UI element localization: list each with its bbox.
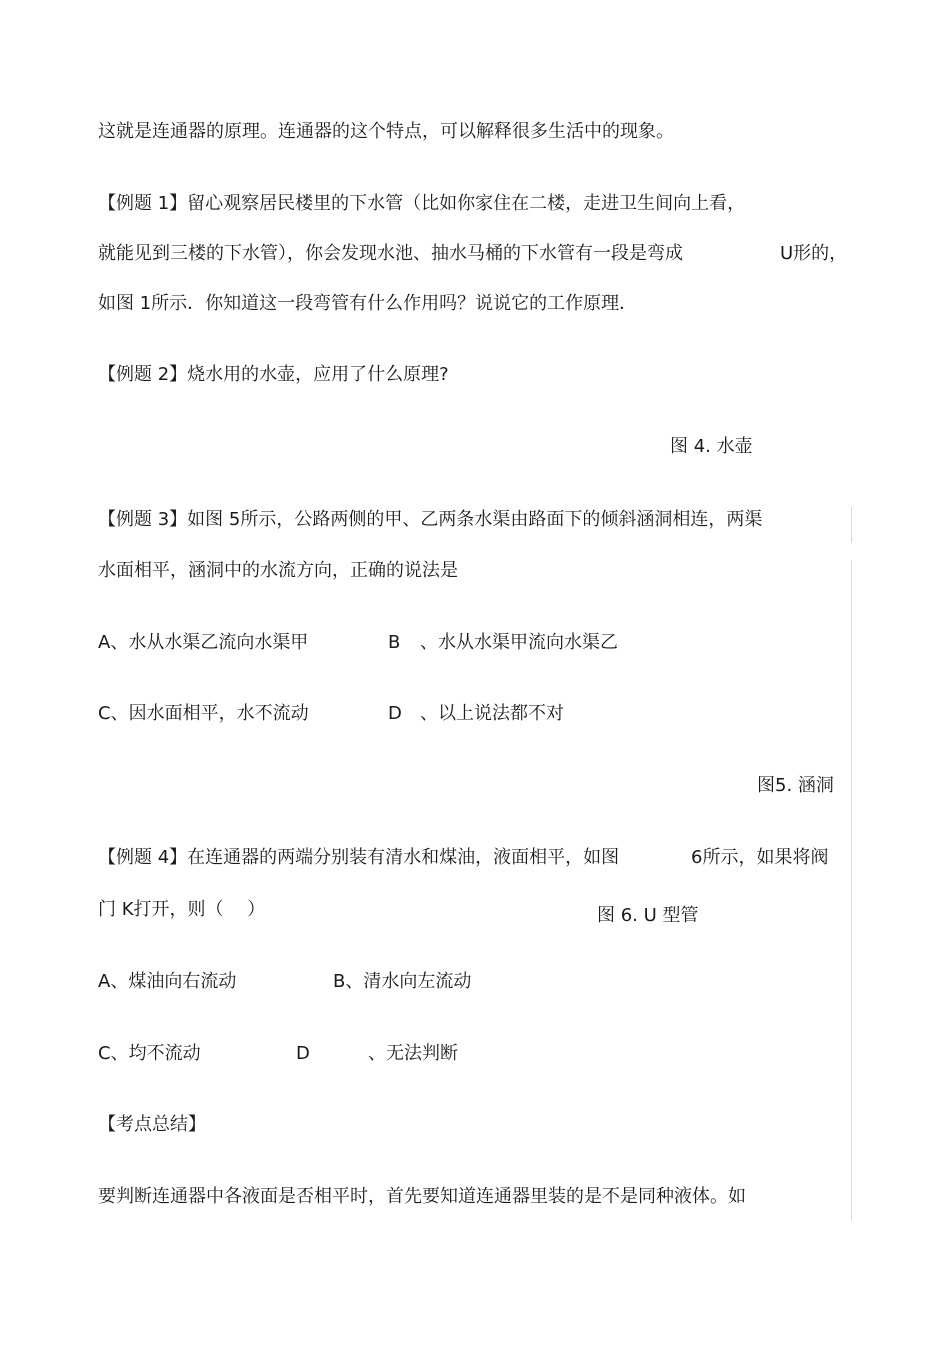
example3-option-b-letter: B xyxy=(388,632,401,653)
summary-heading: 【考点总结】 xyxy=(98,1114,206,1135)
page-edge-rule-bottom xyxy=(851,560,852,1220)
figure4-caption: 图 4. 水壶 xyxy=(670,436,753,457)
figure5-caption: 图5. 涵洞 xyxy=(757,775,834,796)
example3-option-c: C、因水面相平，水不流动 xyxy=(98,703,309,724)
example2-line1: 【例题 2】烧水用的水壶，应用了什么原理? xyxy=(98,364,449,385)
example3-option-d-letter: D xyxy=(388,703,402,724)
example4-option-c: C、均不流动 xyxy=(98,1043,201,1064)
example1-line1: 【例题 1】留心观察居民楼里的下水管（比如你家住在二楼，走进卫生间向上看， xyxy=(98,193,746,214)
summary-line1: 要判断连通器中各液面是否相平时，首先要知道连通器里装的是不是同种液体。如 xyxy=(98,1186,746,1207)
example1-line2b: U形的， xyxy=(780,243,848,264)
example4-line1a: 【例题 4】在连通器的两端分别装有清水和煤油，液面相平，如图 xyxy=(98,847,620,868)
page-edge-rule-top xyxy=(851,507,852,543)
example1-line3: 如图 1所示．你知道这一段弯管有什么作用吗？说说它的工作原理． xyxy=(98,293,638,314)
example3-option-d-text: 、以上说法都不对 xyxy=(420,703,564,724)
example4-option-b: B、清水向左流动 xyxy=(333,971,472,992)
example4-option-a: A、煤油向右流动 xyxy=(98,971,237,992)
example3-line2: 水面相平，涵洞中的水流方向，正确的说法是 xyxy=(98,560,458,581)
example4-option-d-letter: D xyxy=(296,1043,310,1064)
example3-line1: 【例题 3】如图 5所示，公路两侧的甲、乙两条水渠由路面下的倾斜涵洞相连，两渠 xyxy=(98,509,763,530)
example4-line2: 门 K打开，则（ ） xyxy=(98,899,266,920)
figure6-caption: 图 6. U 型管 xyxy=(597,905,699,926)
example1-line2a: 就能见到三楼的下水管），你会发现水池、抽水马桶的下水管有一段是弯成 xyxy=(98,243,683,264)
example4-option-d-text: 、无法判断 xyxy=(368,1043,458,1064)
example3-option-b-text: 、水从水渠甲流向水渠乙 xyxy=(420,632,618,653)
example3-option-a: A、水从水渠乙流向水渠甲 xyxy=(98,632,309,653)
example4-line1b: 6所示，如果将阀 xyxy=(691,847,829,868)
paragraph-intro: 这就是连通器的原理。连通器的这个特点，可以解释很多生活中的现象。 xyxy=(98,121,674,142)
